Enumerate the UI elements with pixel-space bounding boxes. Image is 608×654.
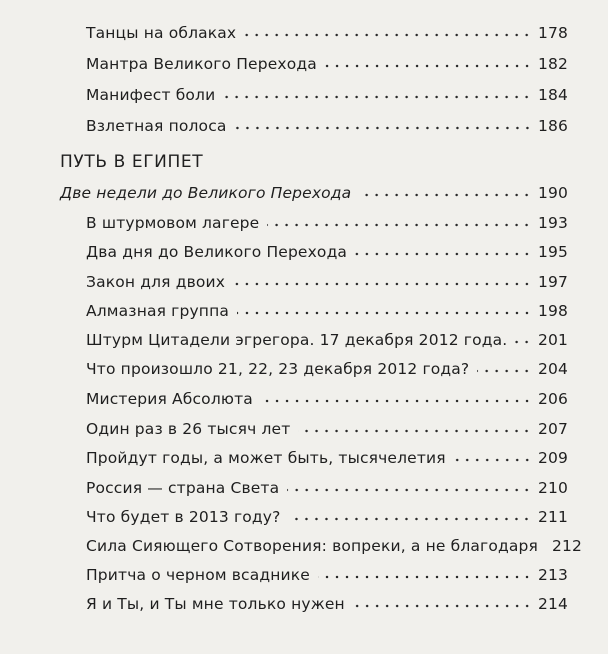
leader-dots (233, 282, 532, 286)
leader-dots (298, 429, 532, 433)
toc-entry-title: Мантра Великого Перехода (86, 55, 317, 73)
toc-entry-page: 209 (537, 449, 568, 467)
section-subtitle: Две недели до Великого Перехода (60, 184, 352, 202)
leader-dots (325, 64, 532, 68)
leader-dots (237, 311, 532, 315)
toc-entry-page: 207 (537, 420, 568, 438)
leader-dots (515, 340, 532, 344)
toc-entry[interactable] (86, 390, 568, 408)
toc-entry-page: 213 (537, 566, 568, 584)
toc-entry-page: 178 (537, 24, 568, 42)
toc-entry-title: Пройдут годы, а может быть, тысячелетия (86, 449, 446, 467)
leader-dots (244, 33, 532, 37)
leader-dots (235, 126, 532, 130)
toc-entry-title: Манифест боли (86, 86, 216, 104)
toc-entry-title: Притча о черном всаднике (86, 566, 310, 584)
toc-entry-title: Танцы на облаках (86, 24, 237, 42)
toc-entry[interactable] (86, 479, 568, 497)
toc-entry-page: 214 (537, 595, 568, 613)
toc-entry[interactable] (86, 117, 568, 135)
section-heading: ПУТЬ В ЕГИПЕТ (60, 152, 204, 172)
toc-entry-page: 204 (537, 360, 568, 378)
toc-entry[interactable] (86, 55, 568, 73)
toc-entry[interactable] (86, 595, 568, 613)
toc-entry[interactable] (86, 302, 568, 320)
leader-dots (477, 369, 532, 373)
toc-entry[interactable] (86, 24, 568, 42)
toc-entry-title: В штурмовом лагере (86, 214, 260, 232)
leader-dots (267, 223, 532, 227)
toc-entry-title: Мистерия Абсолюта (86, 390, 253, 408)
toc-entry[interactable] (86, 566, 568, 584)
toc-entry[interactable] (86, 214, 568, 232)
toc-entry-page: 197 (537, 273, 568, 291)
toc-entry-page: 212 (551, 537, 582, 555)
leader-dots (454, 458, 532, 462)
leader-dots (353, 604, 532, 608)
toc-entry[interactable] (86, 360, 568, 378)
toc-entry[interactable] (86, 273, 568, 291)
toc-entry-title: Что будет в 2013 году? (86, 508, 281, 526)
toc-entry-title: Взлетная полоса (86, 117, 227, 135)
toc-entry-title: Один раз в 26 тысяч лет (86, 420, 291, 438)
toc-entry-title: Штурм Цитадели эгрегора. 17 декабря 2012 года. (86, 331, 508, 349)
toc-entry-title: Алмазная группа (86, 302, 229, 320)
toc-entry[interactable] (86, 508, 568, 526)
toc-entry-title: Сила Сияющего Сотворения: вопреки, а не благодаря (86, 537, 538, 555)
toc-entry-page: 211 (537, 508, 568, 526)
leader-dots (261, 399, 532, 403)
toc-entry-page: 201 (537, 331, 568, 349)
leader-dots (359, 193, 532, 197)
section-subtitle-entry[interactable] (60, 184, 568, 202)
toc-entry-page: 210 (537, 479, 568, 497)
toc-entry-title: Два дня до Великого Перехода (86, 243, 348, 261)
toc-entry[interactable] (86, 243, 568, 261)
toc-entry-page: 190 (537, 184, 568, 202)
toc-entry-page: 193 (537, 214, 568, 232)
toc-entry[interactable] (86, 420, 568, 438)
toc-entry-title: Россия — страна Света (86, 479, 280, 497)
toc-entry-page: 184 (537, 86, 568, 104)
toc-entry-title: Закон для двоих (86, 273, 226, 291)
leader-dots (223, 95, 532, 99)
toc-entry[interactable] (86, 331, 568, 349)
leader-dots (288, 517, 531, 521)
toc-entry[interactable] (86, 537, 582, 555)
toc-entry-page: 206 (537, 390, 568, 408)
toc-entry-page: 198 (537, 302, 568, 320)
toc-entry-title: Что произошло 21, 22, 23 декабря 2012 года? (86, 360, 470, 378)
leader-dots (355, 252, 532, 256)
toc-entry-page: 186 (537, 117, 568, 135)
toc-entry-page: 182 (537, 55, 568, 73)
leader-dots (318, 575, 532, 579)
toc-entry-title: Я и Ты, и Ты мне только нужен (86, 595, 345, 613)
toc-entry-page: 195 (537, 243, 568, 261)
toc-entry[interactable] (86, 449, 568, 467)
leader-dots (287, 488, 532, 492)
toc-entry[interactable] (86, 86, 568, 104)
